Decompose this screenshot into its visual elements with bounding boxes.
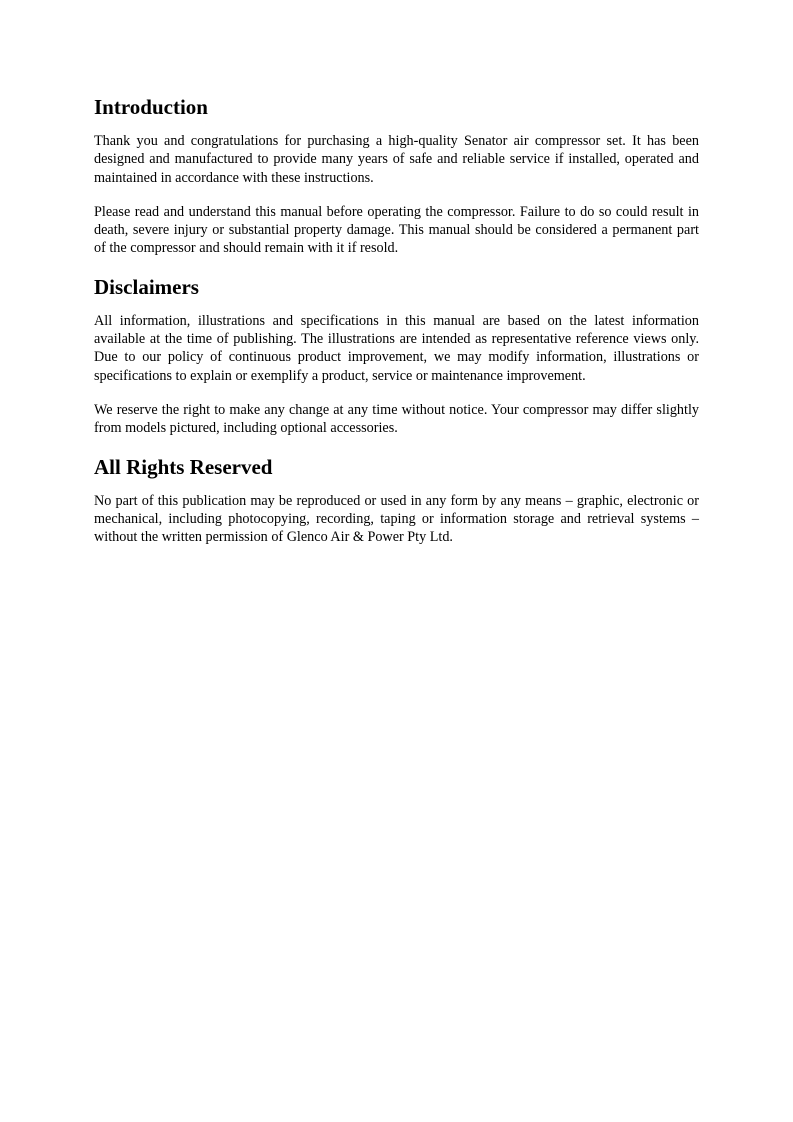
rights-paragraph-1: No part of this publication may be reproduced or used in any form by any means – graphic, electronic or mechanical, including photocopying, recording, taping or information storage and retrieval systems – without the written permission of Glenco Air & Power Pty Ltd. (94, 492, 699, 546)
introduction-paragraph-2: Please read and understand this manual before operating the compressor. Failure to do so could result in death, severe injury or substantial property damage. This manual should be considered a permanent part of the compressor and should remain with it if resold. (94, 203, 699, 257)
introduction-paragraph-1: Thank you and congratulations for purchasing a high-quality Senator air compressor set. It has been designed and manufactured to provide many years of safe and reliable service if installed, operated and maintained in accordance with these instructions. (94, 133, 699, 186)
disclaimers-paragraph-1: All information, illustrations and specifications in this manual are based on the latest information available at the time of publishing. The illustrations are intended as representative reference views only. Due to our policy of continuous product improvement, we may modify information, illustrations or specifications to explain or exemplify a product, service or maintenance improvement. (94, 312, 699, 384)
introduction-section (94, 94, 699, 258)
rights-heading: All Rights Reserved (94, 454, 273, 479)
disclaimers-heading: Disclaimers (94, 274, 199, 299)
disclaimers-paragraph-2: We reserve the right to make any change at any time without notice. Your compressor may differ slightly from models pictured, including optional accessories. (94, 401, 699, 437)
introduction-heading: Introduction (94, 95, 208, 119)
disclaimers-section (94, 274, 699, 438)
document-page (94, 94, 699, 562)
rights-section (94, 454, 699, 547)
